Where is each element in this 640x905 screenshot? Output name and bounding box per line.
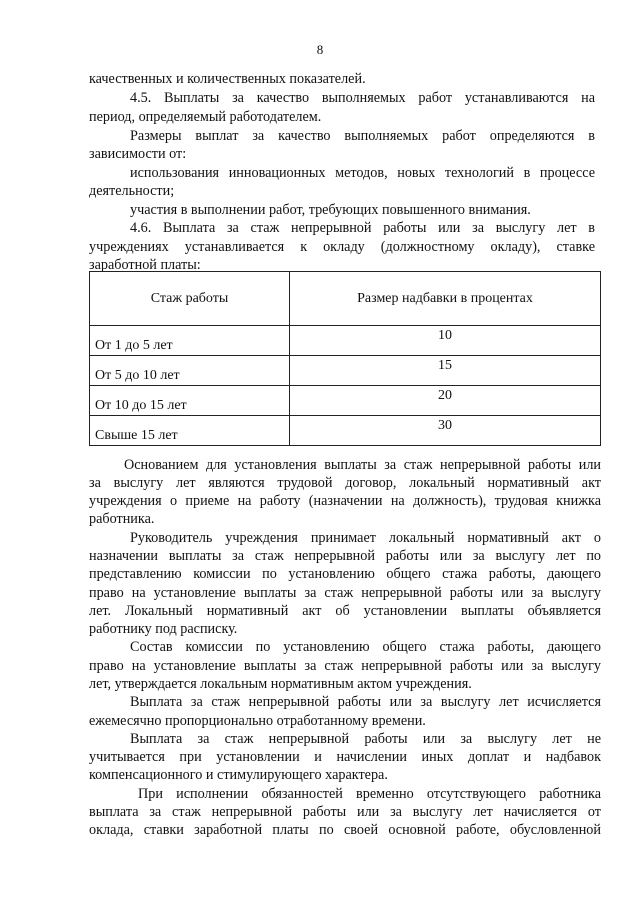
text-line: работнику под расписку. (89, 621, 238, 637)
seniority-cell: Свыше 15 лет (90, 416, 290, 446)
text-line: При исполнении обязанностей временно отсутствующего работника (138, 786, 601, 802)
text-line: использования инновационных методов, новых технологий в процессе (130, 165, 595, 181)
table-row (90, 326, 601, 356)
seniority-cell: От 1 до 5 лет (90, 326, 290, 356)
text-line: участия в выполнении работ, требующих повышенного внимания. (130, 202, 531, 218)
seniority-cell: От 10 до 15 лет (90, 386, 290, 416)
percent-cell: 30 (290, 416, 601, 446)
text-line: зависимости от: (89, 146, 187, 162)
text-line: учитывается при установлении и начислении иных доплат и надбавок (89, 749, 601, 765)
text-line: оклада, ставки заработной платы по своей основной работе, обусловленной (89, 822, 601, 838)
table-row (90, 416, 601, 446)
text-line: деятельности; (89, 183, 175, 199)
text-line: 4.5. Выплаты за качество выполняемых работ устанавливаются на (130, 90, 595, 106)
page-number: 8 (316, 42, 324, 57)
text-line: право на установление выплаты за стаж непрерывной работы или за выслугу (89, 658, 601, 674)
column-header-seniority: Стаж работы (90, 272, 290, 326)
text-line: Выплата за стаж непрерывной работы или за выслугу лет исчисляется (130, 694, 601, 710)
percent-cell: 15 (290, 356, 601, 386)
text-line: учреждениях устанавливается к окладу (должностному окладу), ставке (89, 239, 595, 255)
percent-cell: 20 (290, 386, 601, 416)
seniority-cell: От 5 до 10 лет (90, 356, 290, 386)
text-line: Размеры выплат за качество выполняемых работ определяются в (130, 128, 595, 144)
text-line: качественных и количественных показателей. (89, 71, 366, 87)
text-line: право на установление выплаты за стаж непрерывной работы или за выслугу (89, 585, 601, 601)
percent-cell: 10 (290, 326, 601, 356)
text-line: учреждения о приеме на работу (назначении на должность), трудовая книжка (89, 493, 601, 509)
text-line: назначении выплаты за стаж непрерывной работы или за выслугу лет по (89, 548, 601, 564)
text-line: Основанием для установления выплаты за стаж непрерывной работы или (124, 457, 601, 473)
text-line: лет, утверждается локальным нормативным актом учреждения. (89, 676, 472, 692)
table-row (90, 386, 601, 416)
text-line: работника. (89, 511, 155, 527)
text-line: за выслугу лет являются трудовой договор, локальный нормативный акт (89, 475, 601, 491)
text-line: ежемесячно пропорционально отработанному времени. (89, 713, 426, 729)
text-line: выплата за стаж непрерывной работы или за выслугу лет начисляется от (89, 804, 601, 820)
text-line: компенсационного и стимулирующего характера. (89, 767, 388, 783)
seniority-table (89, 271, 601, 446)
text-line: период, определяемый работодателем. (89, 109, 322, 125)
column-header-bonus-percent: Размер надбавки в процентах (290, 272, 601, 326)
table-row (90, 356, 601, 386)
text-line: Состав комиссии по установлению общего стажа работы, дающего (130, 639, 601, 655)
text-line: Выплата за стаж непрерывной работы или за выслугу лет не (130, 731, 601, 747)
text-line: заработной платы: (89, 257, 201, 273)
table-header-row (90, 272, 601, 326)
text-line: Руководитель учреждения принимает локальный нормативный акт о (130, 530, 601, 546)
text-line: представлению комиссии по установлению общего стажа работы, дающего (89, 566, 601, 582)
text-line: лет. Локальный нормативный акт об установлении выплаты объявляется (89, 603, 601, 619)
text-line: 4.6. Выплата за стаж непрерывной работы или за выслугу лет в (130, 220, 595, 236)
